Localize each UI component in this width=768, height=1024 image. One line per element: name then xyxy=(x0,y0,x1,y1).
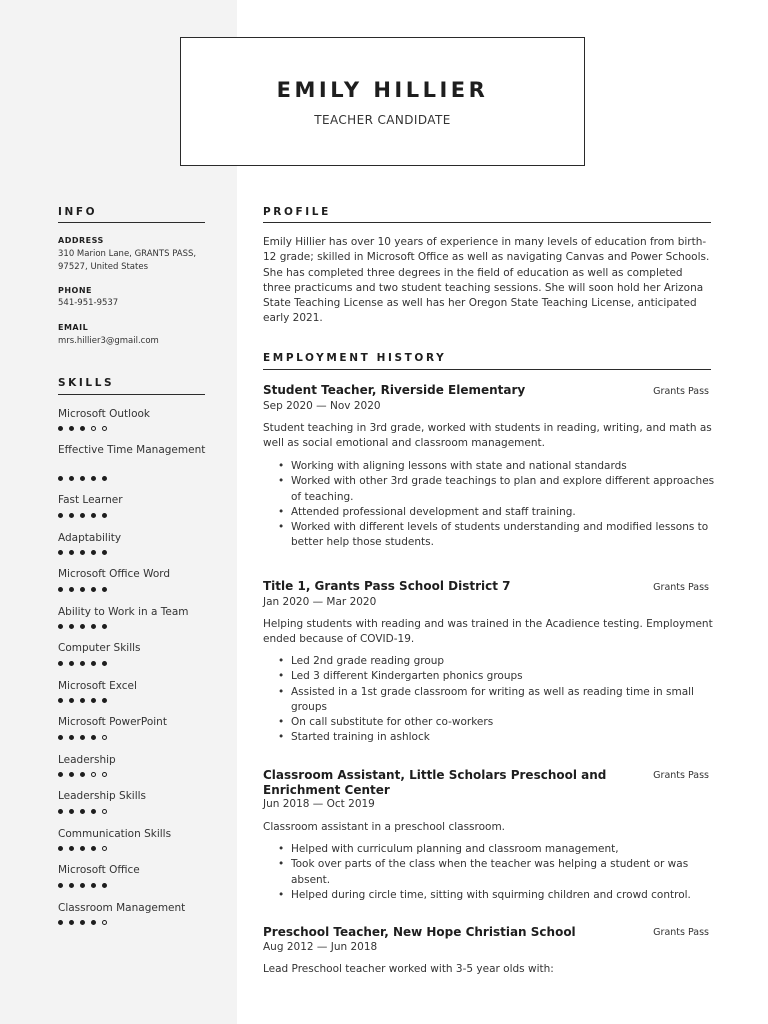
skill-name: Adaptability xyxy=(58,532,122,544)
rating-dot-filled xyxy=(80,883,85,888)
rating-dot-filled xyxy=(58,426,63,431)
job-dates: Sep 2020 — Nov 2020 xyxy=(263,400,381,412)
rating-dot-empty xyxy=(102,735,107,740)
info-heading: INFO xyxy=(58,206,98,218)
rating-dot-filled xyxy=(80,809,85,814)
skills-heading: SKILLS xyxy=(58,377,115,389)
employment-heading: EMPLOYMENT HISTORY xyxy=(263,352,447,364)
rating-dot-empty xyxy=(102,772,107,777)
list-item: • Assisted in a 1st grade classroom for writing as well as reading time in small groups xyxy=(275,685,715,716)
rating-dot-filled xyxy=(69,624,74,629)
list-item: • Attended professional development and staff training. xyxy=(275,505,715,520)
profile-heading: PROFILE xyxy=(263,206,331,218)
skills-divider xyxy=(58,394,205,395)
rating-dot-empty xyxy=(91,426,96,431)
list-item: • Started training in ashlock xyxy=(275,730,715,745)
rating-dot-filled xyxy=(91,661,96,666)
rating-dot-filled xyxy=(80,550,85,555)
rating-dot-filled xyxy=(69,661,74,666)
rating-dot-filled xyxy=(102,624,107,629)
list-item: • Helped with curriculum planning and classroom management, xyxy=(275,842,715,857)
rating-dot-filled xyxy=(80,587,85,592)
rating-dot-filled xyxy=(80,920,85,925)
rating-dot-filled xyxy=(91,883,96,888)
rating-dot-filled xyxy=(80,476,85,481)
job-dates: Jan 2020 — Mar 2020 xyxy=(263,596,377,608)
rating-dot-empty xyxy=(102,809,107,814)
rating-dot-filled xyxy=(102,476,107,481)
candidate-title: TEACHER CANDIDATE xyxy=(314,113,451,127)
rating-dot-empty xyxy=(91,772,96,777)
skill-name: Microsoft Office Word xyxy=(58,568,171,580)
email-value[interactable]: mrs.hillier3@gmail.com xyxy=(58,336,159,346)
phone-value: 541-951-9537 xyxy=(58,298,119,308)
rating-dot-filled xyxy=(69,587,74,592)
rating-dot-filled xyxy=(102,661,107,666)
rating-dot-filled xyxy=(58,550,63,555)
skill-name: Microsoft Office xyxy=(58,864,140,876)
employment-divider xyxy=(263,369,711,370)
job-location: Grants Pass xyxy=(653,582,709,593)
rating-dot-filled xyxy=(91,476,96,481)
skill-name: Microsoft PowerPoint xyxy=(58,716,167,728)
rating-dot-empty xyxy=(102,846,107,851)
job-location: Grants Pass xyxy=(653,386,709,397)
rating-dot-filled xyxy=(80,698,85,703)
rating-dot-filled xyxy=(80,735,85,740)
address-value: 310 Marion Lane, GRANTS PASS, 97527, United States xyxy=(58,249,197,272)
rating-dot-filled xyxy=(91,587,96,592)
rating-dot-filled xyxy=(58,513,63,518)
skill-name: Leadership Skills xyxy=(58,790,147,802)
email-label: EMAIL xyxy=(58,323,89,332)
skill-name: Microsoft Excel xyxy=(58,680,137,692)
rating-dot-filled xyxy=(102,883,107,888)
rating-dot-filled xyxy=(58,846,63,851)
rating-dot-filled xyxy=(69,846,74,851)
name-header-box xyxy=(180,37,585,166)
job-description: Helping students with reading and was trained in the Acadience testing. Employment ended because of COVID-19. xyxy=(263,618,713,646)
rating-dot-filled xyxy=(58,624,63,629)
rating-dot-filled xyxy=(69,920,74,925)
skill-name: Fast Learner xyxy=(58,494,123,506)
skill-name: Classroom Management xyxy=(58,902,186,914)
rating-dot-filled xyxy=(58,920,63,925)
job-title: Title 1, Grants Pass School District 7 xyxy=(263,579,511,593)
phone-label: PHONE xyxy=(58,286,93,295)
list-item: • Took over parts of the class when the teacher was helping a student or was absent. xyxy=(275,857,715,888)
list-item: • Helped during circle time, sitting with squirming children and crowd control. xyxy=(275,888,715,903)
rating-dot-filled xyxy=(102,698,107,703)
rating-dot-filled xyxy=(58,587,63,592)
rating-dot-filled xyxy=(91,513,96,518)
list-item: • Working with aligning lessons with state and national standards xyxy=(275,459,715,474)
list-item: • Led 3 different Kindergarten phonics groups xyxy=(275,669,715,684)
rating-dot-filled xyxy=(58,772,63,777)
rating-dot-filled xyxy=(69,735,74,740)
job-bullets xyxy=(275,654,715,746)
rating-dot-filled xyxy=(91,624,96,629)
rating-dot-filled xyxy=(80,661,85,666)
rating-dot-filled xyxy=(91,846,96,851)
rating-dot-filled xyxy=(91,809,96,814)
rating-dot-filled xyxy=(80,624,85,629)
rating-dot-filled xyxy=(102,550,107,555)
skill-name: Computer Skills xyxy=(58,642,141,654)
job-description: Student teaching in 3rd grade, worked with students in reading, writing, and math as well as social emotional and classroom management. xyxy=(263,422,712,450)
rating-dot-filled xyxy=(91,550,96,555)
rating-dot-filled xyxy=(58,883,63,888)
skill-name: Communication Skills xyxy=(58,828,172,840)
rating-dot-filled xyxy=(69,698,74,703)
rating-dot-filled xyxy=(69,772,74,777)
rating-dot-filled xyxy=(58,735,63,740)
profile-divider xyxy=(263,222,711,223)
job-bullets xyxy=(275,842,715,903)
rating-dot-filled xyxy=(91,920,96,925)
rating-dot-filled xyxy=(58,698,63,703)
skill-name: Effective Time Management xyxy=(58,444,206,456)
rating-dot-empty xyxy=(102,920,107,925)
rating-dot-filled xyxy=(80,426,85,431)
rating-dot-filled xyxy=(102,587,107,592)
rating-dot-filled xyxy=(69,476,74,481)
rating-dot-filled xyxy=(80,772,85,777)
address-label: ADDRESS xyxy=(58,236,104,245)
skill-name: Ability to Work in a Team xyxy=(58,606,189,618)
rating-dot-filled xyxy=(58,661,63,666)
job-description: Lead Preschool teacher worked with 3-5 year olds with: xyxy=(263,963,554,975)
list-item: • On call substitute for other co-workers xyxy=(275,715,715,730)
skill-name: Leadership xyxy=(58,754,116,766)
rating-dot-filled xyxy=(69,550,74,555)
rating-dot-filled xyxy=(91,735,96,740)
skill-name: Microsoft Outlook xyxy=(58,408,151,420)
rating-dot-filled xyxy=(58,476,63,481)
job-title: Classroom Assistant, Little Scholars Preschool and Enrichment Center xyxy=(263,768,607,797)
info-divider xyxy=(58,222,205,223)
job-location: Grants Pass xyxy=(653,770,709,781)
rating-dot-filled xyxy=(69,809,74,814)
rating-dot-filled xyxy=(80,513,85,518)
rating-dot-empty xyxy=(102,426,107,431)
job-dates: Aug 2012 — Jun 2018 xyxy=(263,941,378,953)
rating-dot-filled xyxy=(69,426,74,431)
job-location: Grants Pass xyxy=(653,927,709,938)
job-description: Classroom assistant in a preschool classroom. xyxy=(263,821,506,833)
job-title: Preschool Teacher, New Hope Christian School xyxy=(263,925,576,939)
profile-text: Emily Hillier has over 10 years of experience in many levels of education from birth-12 grade; skilled in Microsoft Office as well as navigating Canvas and Power Schools. She has completed three degrees in the field of education as well as completed three practicums and two student teaching sessions. She will soon hold her Arizona State Teaching License as well has her Oregon State Teaching License, anticipated early 2021. xyxy=(263,236,710,325)
job-dates: Jun 2018 — Oct 2019 xyxy=(263,798,375,810)
rating-dot-filled xyxy=(69,513,74,518)
list-item: • Worked with different levels of students understanding and modified lessons to better help those students. xyxy=(275,520,715,551)
rating-dot-filled xyxy=(58,809,63,814)
rating-dot-filled xyxy=(102,513,107,518)
job-title: Student Teacher, Riverside Elementary xyxy=(263,383,526,397)
rating-dot-filled xyxy=(80,846,85,851)
job-bullets xyxy=(275,459,715,551)
rating-dot-filled xyxy=(91,698,96,703)
list-item: • Worked with other 3rd grade teachings to plan and explore different approaches of teaching. xyxy=(275,474,715,505)
list-item: • Led 2nd grade reading group xyxy=(275,654,715,669)
candidate-name: EMILY HILLIER xyxy=(276,78,489,102)
rating-dot-filled xyxy=(69,883,74,888)
